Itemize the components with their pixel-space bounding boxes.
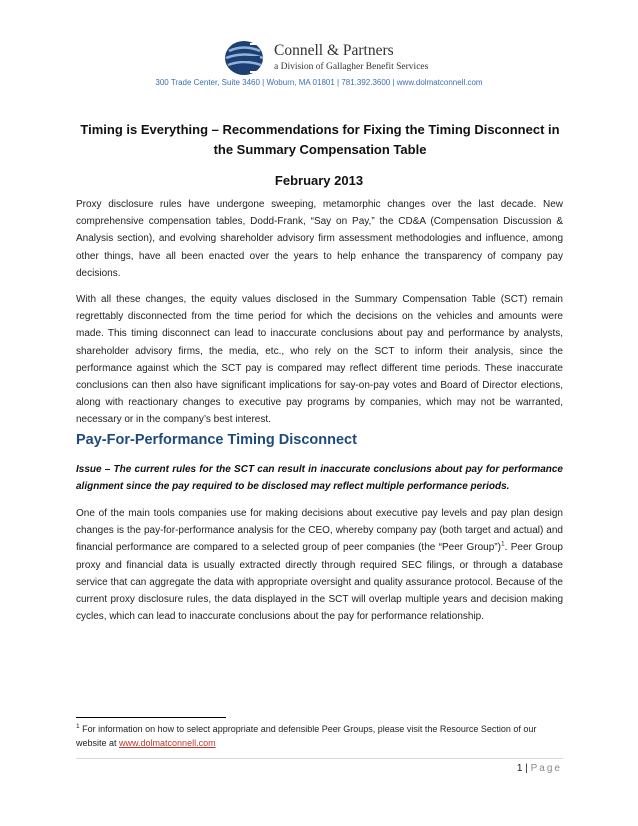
page-number xyxy=(517,763,562,774)
globe-logo-icon xyxy=(220,38,270,78)
issue-statement: Issue – The current rules for the SCT can result in inaccurate conclusions about pay for performance alignment since the pay required to be disclosed may reflect multiple performance periods. xyxy=(76,464,563,493)
paragraph-text-end: . Peer Group proxy and financial data is usually extracted directly through required SEC filings, or through a database service that can aggregate the data with appropriate oversight and quality assurance protocol. Because of the current proxy disclosure rules, the data displayed in the SCT will overlap multiple years and decision making cycles, which can lead to inaccurate conclusions about the pay for performance relationship. xyxy=(76,542,563,623)
pay-for-performance-paragraph xyxy=(76,505,563,625)
footnote-divider xyxy=(76,717,226,718)
intro-paragraph: Proxy disclosure rules have undergone sweeping, metamorphic changes over the last decade. New comprehensive compensation tables, Dodd-Frank, “Say on Pay,” the CD&A (Compensation Discussion & Analysis section), and evolving shareholder advisory firm assessment methodologies and influence, among other things, have all been enacted over the years to help enhance the transparency of company pay decisions. xyxy=(76,199,563,279)
footnote-text: For information on how to select appropriate and defensible Peer Groups, please visit the Resource Section of our website at xyxy=(76,724,537,748)
timing-disconnect-paragraph: With all these changes, the equity values disclosed in the Summary Compensation Table (SCT) remain regrettably disconnected from the time period for which the decisions on the vehicles and amounts were made. This timing disconnect can lead to inaccurate conclusions about pay and performance by analysts, shareholder advisory firms, the media, etc., who rely on the SCT to inform their analysis, since the performance against which the SCT pay is compared may reflect different time periods. These inaccurate conclusions can then also have significant implications for say-on-pay votes and Board of Director elections, along with reactionary changes to executive pay programs by companies, which may not be warranted, necessary or in the company’s best interest. xyxy=(76,294,563,426)
paragraph-text-start: One of the main tools companies use for making decisions about executive pay levels and pay plan design changes is the pay-for-performance analysis for the CEO, whereby company pay (both target and actual) and financial performance are compared to a selected group of peer companies (the “Peer Group”) xyxy=(76,508,563,554)
footnote-reference[interactable]: 1 xyxy=(500,541,505,549)
page-label: Page xyxy=(530,763,562,774)
company-address: 300 Trade Center, Suite 3460 | Woburn, MA 01801 | 781.392.3600 | www.dolmatconnell.com xyxy=(155,78,483,87)
footnote-number: 1 xyxy=(76,723,80,730)
page-number-value: 1 xyxy=(516,763,523,774)
footnote xyxy=(76,722,563,750)
brand-name: Connell & Partners xyxy=(274,42,394,59)
section-heading: Pay-For-Performance Timing Disconnect xyxy=(76,432,357,448)
footer-divider xyxy=(76,758,563,759)
document-date: February 2013 xyxy=(274,173,364,188)
company-logo xyxy=(220,38,460,80)
page-separator: | xyxy=(522,763,531,774)
document-title: Timing is Everything – Recommendations for Fixing the Timing Disconnect in the Summary Compensation Table xyxy=(80,122,560,157)
website-link[interactable]: www.dolmatconnell.com xyxy=(119,738,216,748)
brand-subtitle: a Division of Gallagher Benefit Services xyxy=(274,62,429,72)
